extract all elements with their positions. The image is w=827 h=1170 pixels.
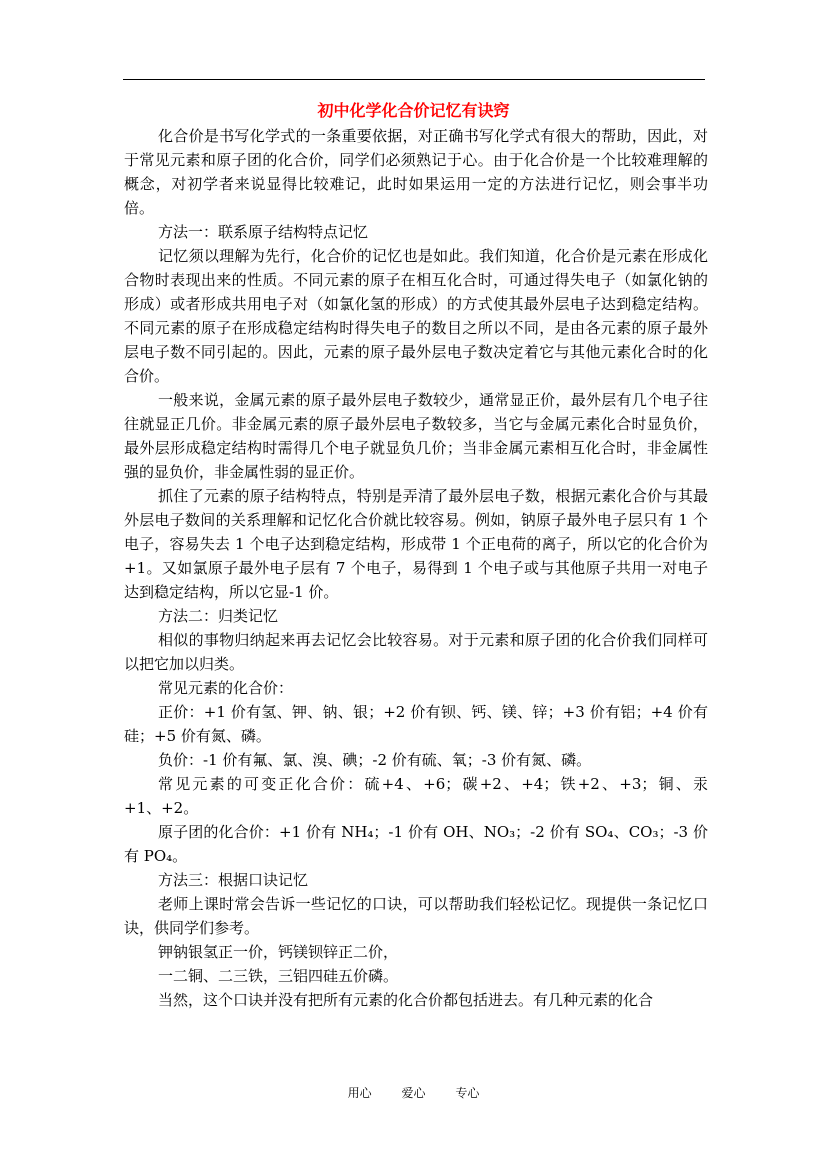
document-title: 初中化学化合价记忆有诀窍 [317,101,510,120]
section-heading: 方法三：根据口诀记忆 [158,871,309,889]
mnemonic-line: 一二铜、二三铁，三铝四硅五价磷。 [158,967,399,985]
mnemonic-line: 钾钠银氢正一价，钙镁钡锌正二价， [158,943,399,961]
paragraph: 抓住了元素的原子结构特点，特别是弄清了最外层电子数，根据元素化合价与其最外层电子数间的关系理解和记忆化合价就比较容易。例如，钠原子最外电子层只有 1 个电子，容易失去 1 个电子达到稳定结构，形成带 1 个正电荷的离子，所以它的化合价为+1。又如氯原子最外电子层有 7 个电子，易得到 1 个电子或与其他原子共用一对电子达到稳定结构，所以它显-1 价。 [124,487,708,601]
paragraph: 负价：-1 价有氟、氯、溴、碘；-2 价有硫、氧；-3 价有氮、磷。 [158,751,592,769]
header-rule [123,79,705,80]
paragraph: 记忆须以理解为先行，化合价的记忆也是如此。我们知道，化合价是元素在形成化合物时表现出来的性质。不同元素的原子在相互化合时，可通过得失电子（如氯化钠的形成）或者形成共用电子对（如氯化氢的形成）的方式使其最外层电子达到稳定结构。不同元素的原子在形成稳定结构时得失电子的数目之所以不同，是由各元素的原子最外层电子数不同引起的。因此，元素的原子最外层电子数决定着它与其他元素化合时的化合价。 [124,247,708,385]
paragraph: 化合价是书写化学式的一条重要依据，对正确书写化学式有很大的帮助，因此，对于常见元素和原子团的化合价，同学们必须熟记于心。由于化合价是一个比较难理解的概念，对初学者来说显得比较难记，此时如果运用一定的方法进行记忆，则会事半功倍。 [124,127,708,217]
paragraph: 常见元素的可变正化合价：硫+4、+6；碳+2、+4；铁+2、+3；铜、汞+1、+2。 [124,775,708,817]
footer-item: 专心 [455,1086,480,1100]
footer-item: 用心 [347,1086,372,1100]
paragraph: 当然，这个口诀并没有把所有元素的化合价都包括进去。有几种元素的化合 [158,991,654,1009]
document-body [124,124,708,1012]
section-heading: 方法二：归类记忆 [158,607,279,625]
page-footer [0,1084,827,1102]
section-heading: 方法一：联系原子结构特点记忆 [158,223,369,241]
paragraph: 原子团的化合价：+1 价有 NH₄；-1 价有 OH、NO₃；-2 价有 SO₄、CO₃；-3 价有 PO₄。 [124,823,708,865]
paragraph: 一般来说，金属元素的原子最外层电子数较少，通常显正价，最外层有几个电子往往就显正几价。非金属元素的原子最外层电子数较多，当它与金属元素化合时显负价，最外层形成稳定结构时需得几个电子就显负几价；当非金属元素相互化合时，非金属性强的显负价，非金属性弱的显正价。 [124,391,708,481]
paragraph: 正价：+1 价有氢、钾、钠、银；+2 价有钡、钙、镁、锌；+3 价有铝；+4 价有硅；+5 价有氮、磷。 [124,703,708,745]
paragraph: 相似的事物归纳起来再去记忆会比较容易。对于元素和原子团的化合价我们同样可以把它加以归类。 [124,631,708,673]
footer-item: 爱心 [401,1086,426,1100]
paragraph: 老师上课时常会告诉一些记忆的口诀，可以帮助我们轻松记忆。现提供一条记忆口诀，供同学们参考。 [124,895,708,937]
paragraph: 常见元素的化合价： [158,679,294,697]
